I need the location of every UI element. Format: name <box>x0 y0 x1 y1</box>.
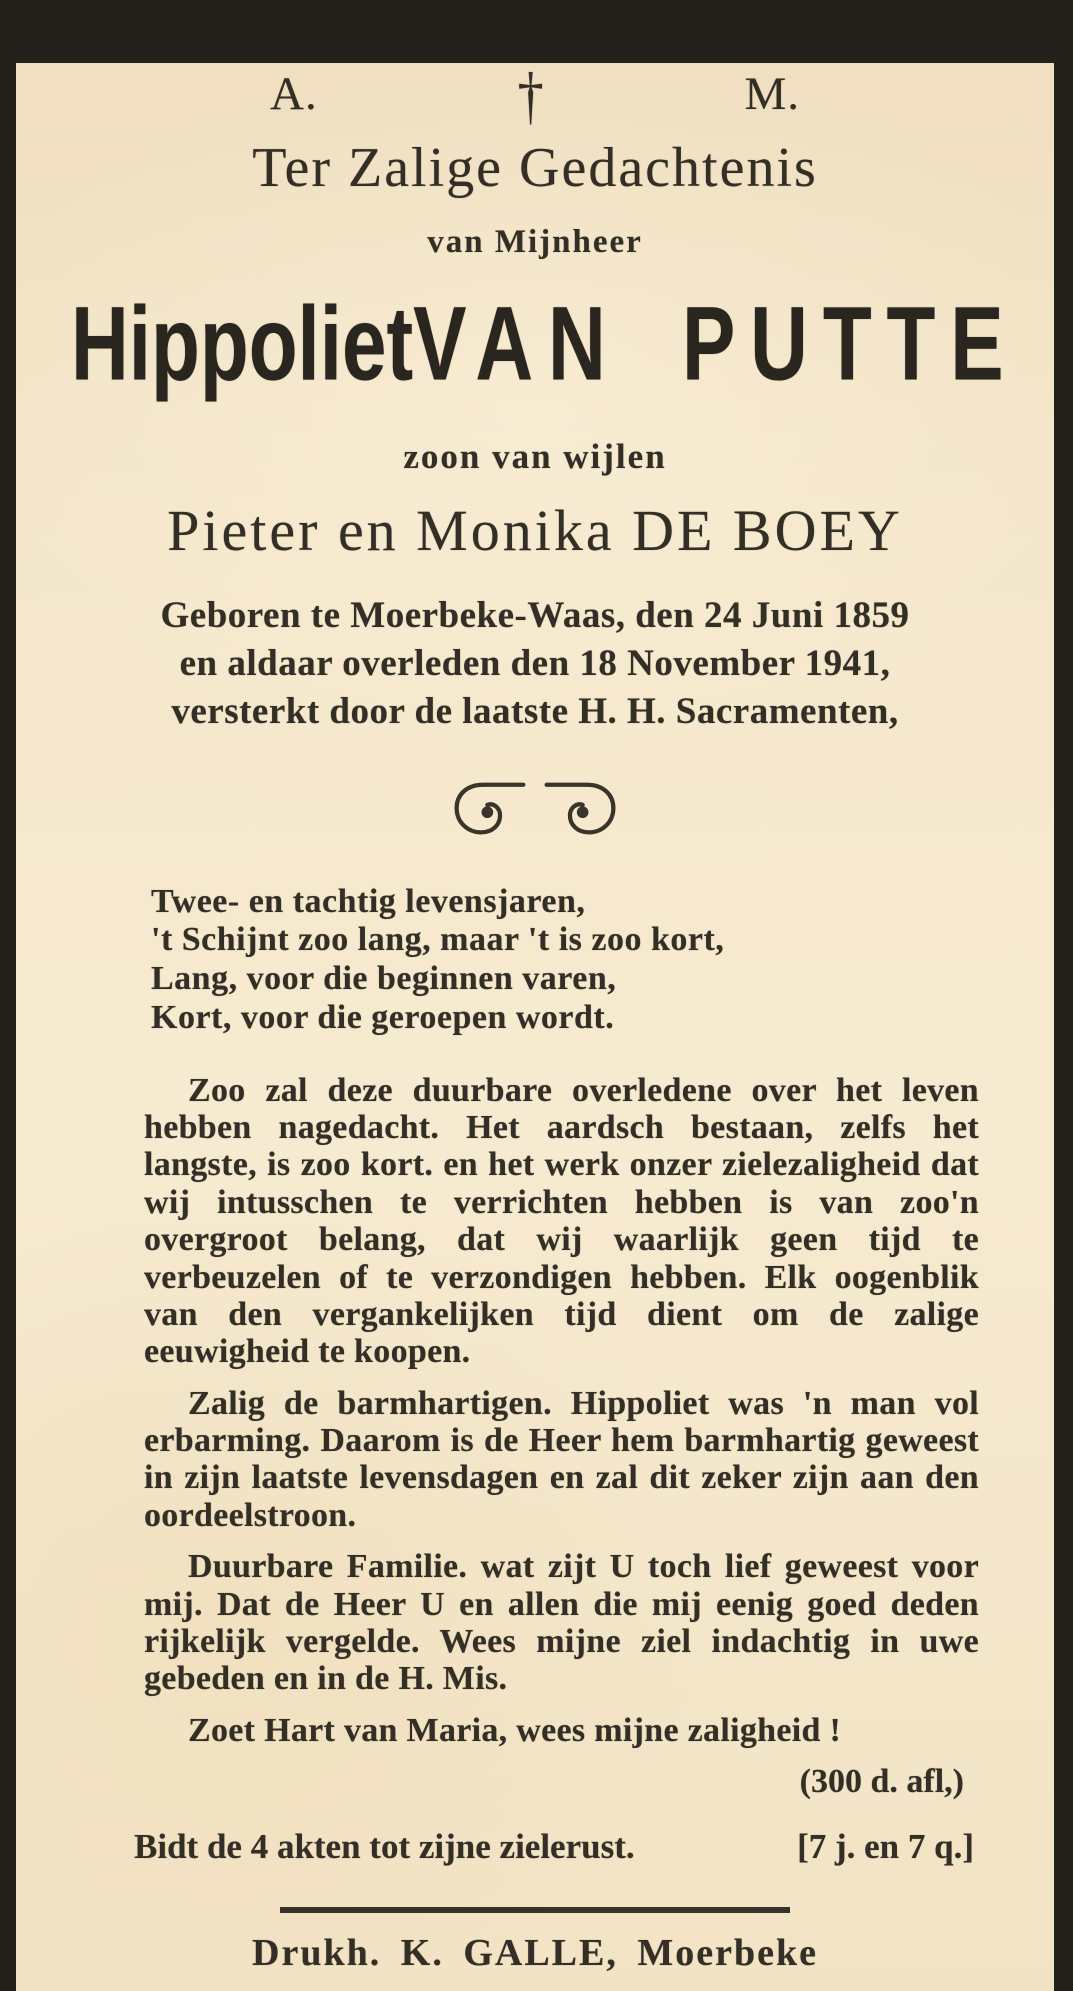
lineage-intro: zoon van wijlen <box>403 437 667 477</box>
printer-imprint: Drukh. K. GALLE, Moerbeke <box>252 1932 818 1975</box>
memorial-poem <box>151 883 1054 1038</box>
paragraph-family: Duurbare Familie. wat zijt U toch lief geweest voor mij. Dat de Heer U en allen die mij eenig goed deden rijkelijk vergelde. Wees mijne ziel indachtig in uwe gebeden en in de H. Mis. <box>144 1548 979 1698</box>
memorial-text <box>144 1072 979 1750</box>
petition-row <box>134 1827 974 1867</box>
birth-line: Geboren te Moerbeke-Waas, den 24 Juni 1859 <box>160 595 910 637</box>
memorial-card <box>16 60 1054 1991</box>
initial-m: M. <box>744 68 800 120</box>
paragraph-reflection: Zoo zal deze duurbare overledene over het leven hebben nagedacht. Het aardsch bestaan, zelfs het langste, is zoo kort. en het werk onzer zielezaligheid dat wij intusschen te verrichten hebben is van zoo'n overgroot belang, dat wij waarlijk geen tijd te verbeuzelen of te verzondigen hebben. Elk oogenblik van den vergankelijken tijd dient om de zalige eeuwigheid te koopen. <box>144 1071 979 1371</box>
deceased-last-name: VAN PUTTE <box>413 285 1019 403</box>
parents-names: Pieter en Monika DE BOEY <box>167 498 903 564</box>
deceased-name <box>71 285 1019 403</box>
poem-line: 't Schijnt zoo lang, maar 't is zoo kort, <box>151 921 725 959</box>
death-line: en aldaar overleden den 18 November 1941, <box>179 643 891 685</box>
paragraph-mercy: Zalig de barmhartigen. Hippoliet was 'n man vol erbarming. Daarom is de Heer hem barmhartig geweest in zijn laatste levensdagen en zal dit zeker zijn aan den oordeelstroon. <box>144 1384 979 1534</box>
sacraments-line: versterkt door de laatste H. H. Sacramenten, <box>171 691 899 733</box>
card-title: Ter Zalige Gedachtenis <box>252 137 818 199</box>
poem-line: Kort, voor die geroepen wordt. <box>151 998 615 1036</box>
scroll-flourish-icon <box>445 775 625 841</box>
indulgence-note: (300 d. afl,) <box>799 1763 964 1801</box>
initial-a: A. <box>270 68 318 120</box>
printer-divider <box>280 1907 790 1913</box>
poem-line: Lang, voor die beginnen varen, <box>151 960 617 998</box>
petition-text: Bidt de 4 akten tot zijne zielerust. <box>134 1827 635 1867</box>
card-subtitle: van Mijnheer <box>427 224 643 260</box>
header-initials-row <box>270 60 800 133</box>
deceased-first-name: Hippoliet <box>71 285 414 403</box>
vital-dates <box>16 592 1054 736</box>
cross-icon: † <box>517 60 545 133</box>
prayer-invocation: Zoet Hart van Maria, wees mijne zaligheid ! <box>188 1711 842 1749</box>
petition-note: [7 j. en 7 q.] <box>797 1827 974 1867</box>
poem-line: Twee- en tachtig levensjaren, <box>151 882 586 920</box>
